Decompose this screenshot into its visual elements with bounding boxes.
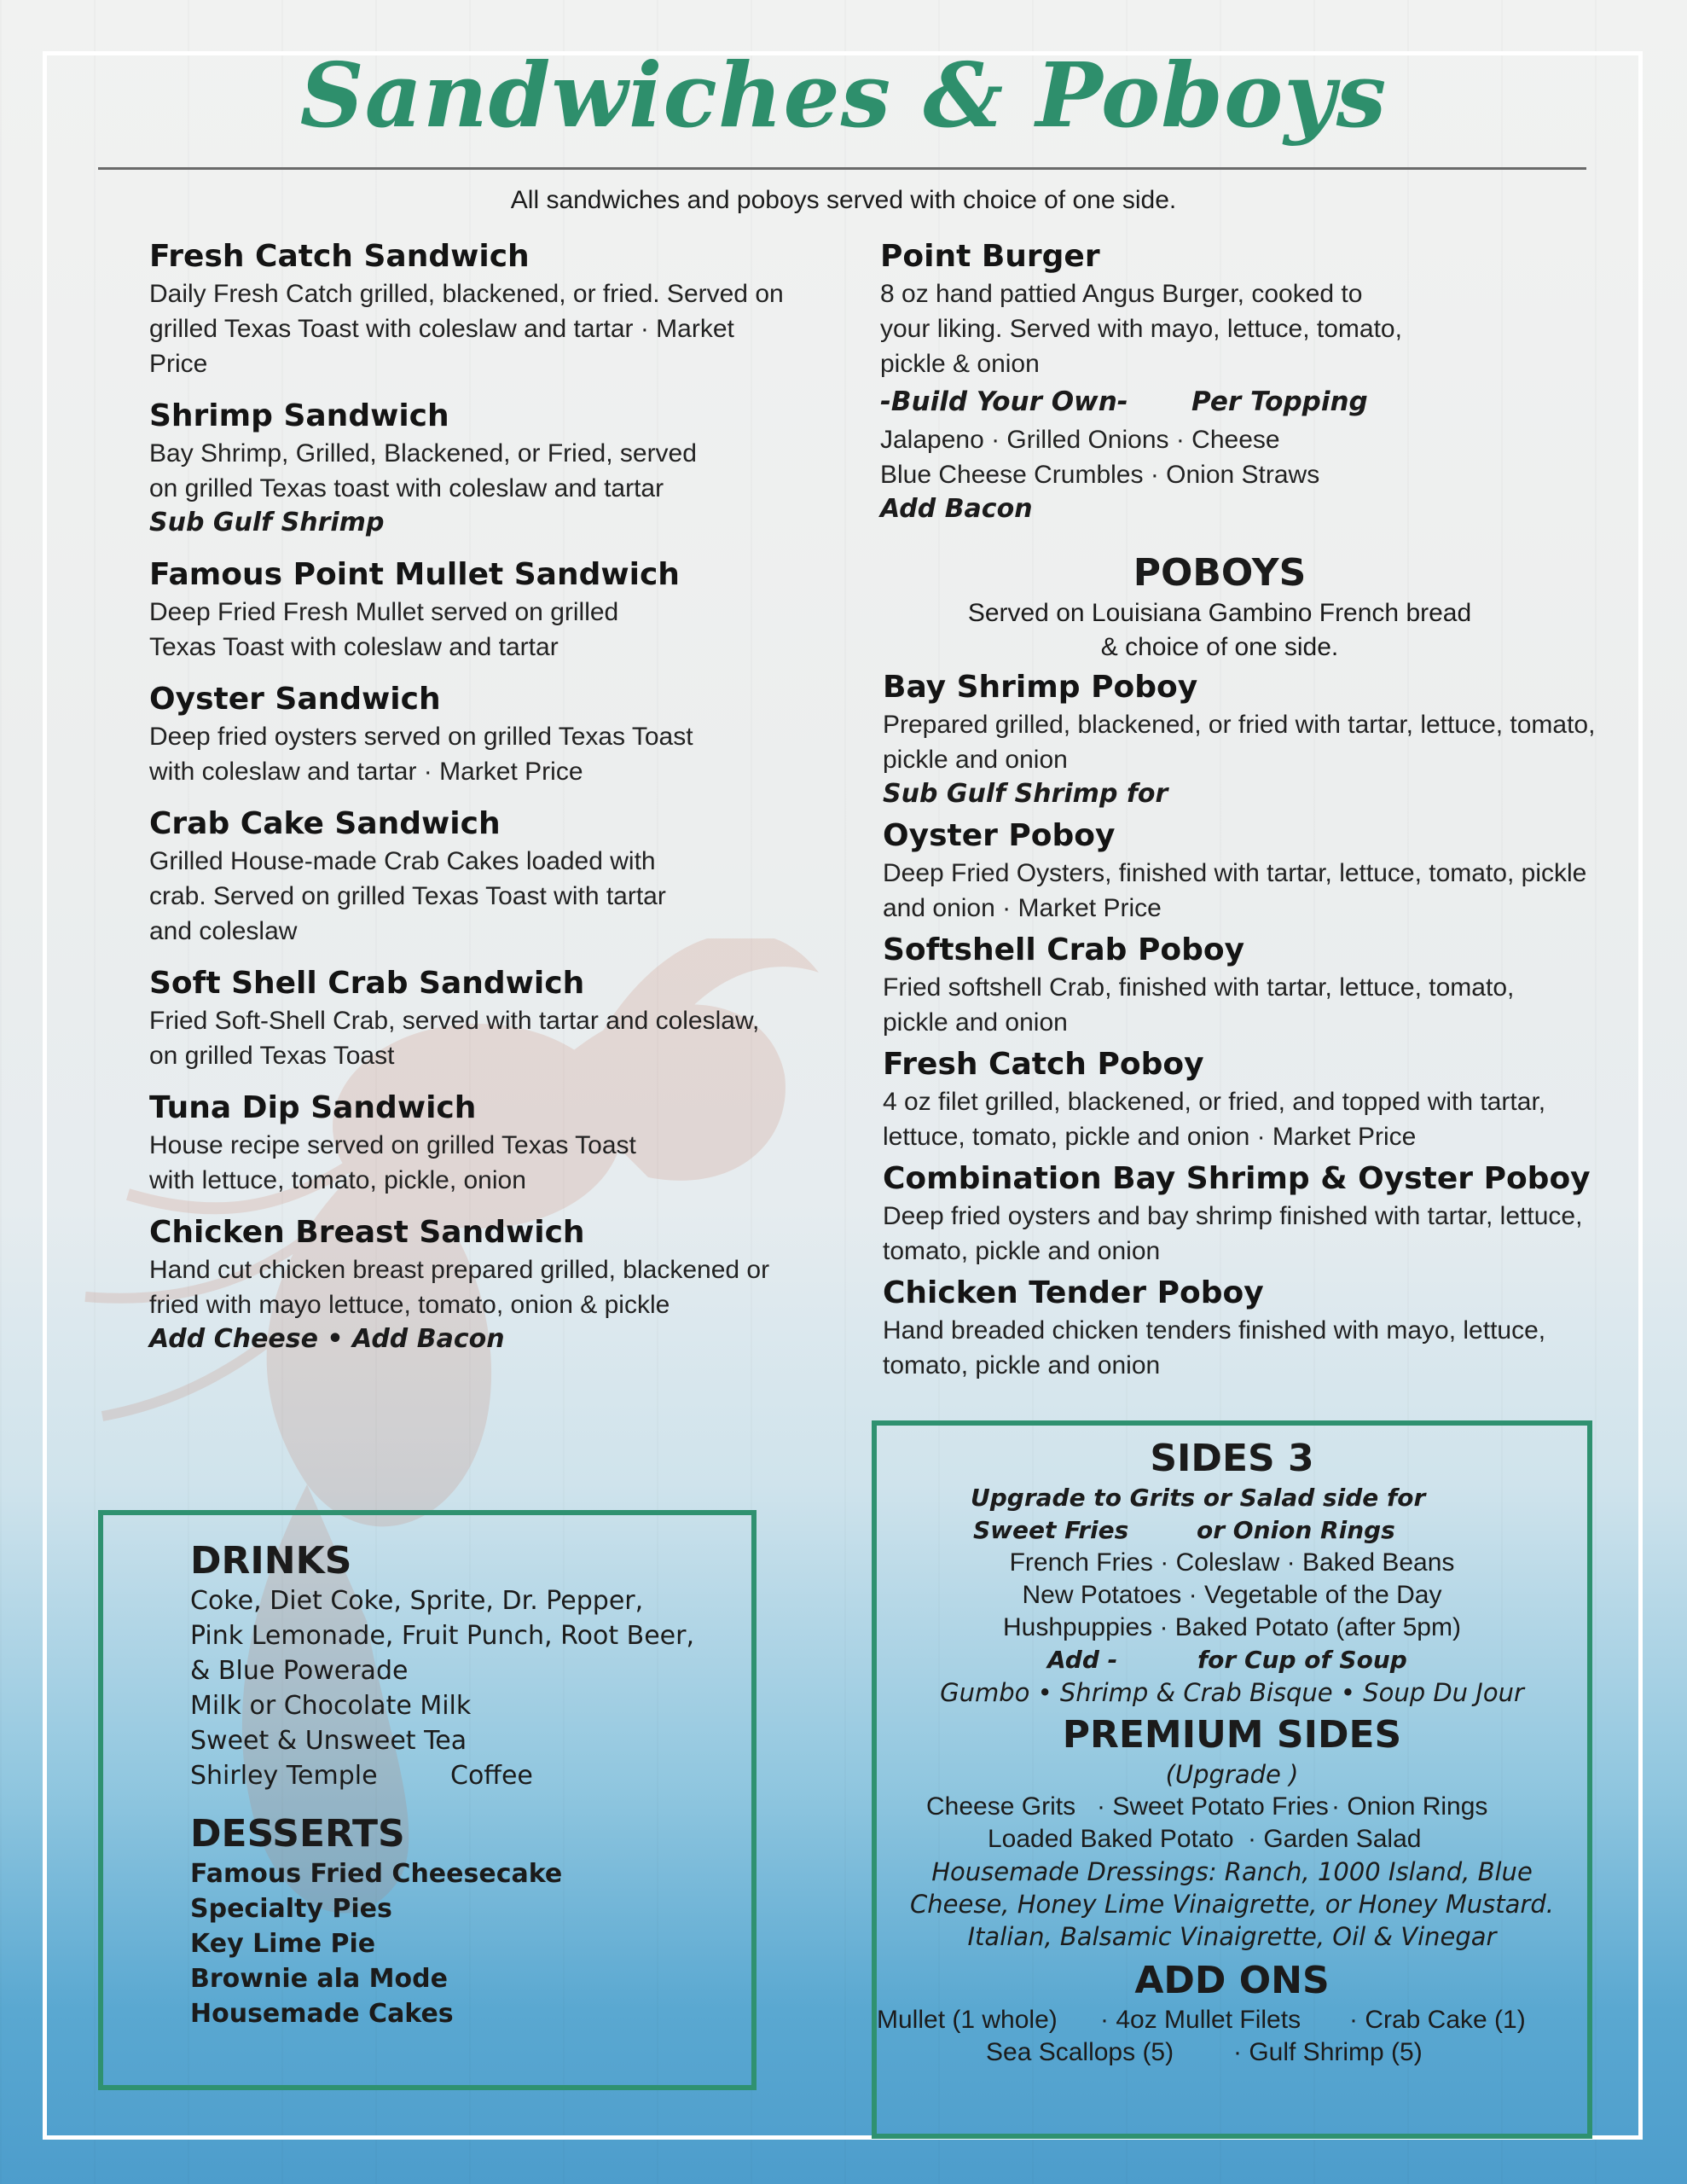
dressings-line: Housemade Dressings: Ranch, 1000 Island, Blue xyxy=(931,1857,1533,1886)
item-desc-line: Daily Fresh Catch grilled, blackened, or fried. Served on xyxy=(149,280,784,308)
sandwich-list xyxy=(149,237,797,1372)
add-on-item: · Crab Cake (1) xyxy=(1349,2006,1526,2034)
topping-line: Jalapeno · Grilled Onions · Cheese xyxy=(880,426,1280,454)
menu-item xyxy=(149,1213,797,1356)
item-desc-line: House recipe served on grilled Texas Toast xyxy=(149,1131,636,1159)
item-desc-line: fried with mayo lettuce, tomato, onion & pickle xyxy=(149,1291,670,1319)
add-bacon-note: Add Bacon xyxy=(880,494,1033,524)
item-desc-line: pickle & onion xyxy=(880,350,1040,378)
premium-item: Cheese Grits xyxy=(926,1792,1076,1821)
drink-line xyxy=(190,1758,751,1793)
title-divider xyxy=(98,167,1586,170)
premium-upgrade: (Upgrade ) xyxy=(1165,1760,1299,1789)
dessert-item: Housemade Cakes xyxy=(190,1999,454,2029)
item-desc-line: Grilled House-made Crab Cakes loaded with xyxy=(149,847,656,875)
sides-box xyxy=(872,1420,1592,2139)
item-desc-line: tomato, pickle and onion xyxy=(883,1351,1161,1380)
item-desc-line: Prepared grilled, blackened, or fried with tartar, lettuce, tomato, xyxy=(883,711,1596,739)
item-desc-line: 4 oz filet grilled, blackened, or fried, and topped with tartar, xyxy=(883,1088,1546,1116)
drink-line: Sweet & Unsweet Tea xyxy=(190,1726,467,1756)
page-title: Sandwiches & Poboys xyxy=(299,43,1388,148)
side-line: Hushpuppies · Baked Potato (after 5pm) xyxy=(1003,1613,1461,1641)
menu-item xyxy=(883,816,1599,926)
build-label: -Build Your Own- xyxy=(880,386,1128,417)
menu-item xyxy=(883,1159,1599,1269)
poboys-subtext: & choice of one side. xyxy=(1100,633,1339,661)
dessert-item: Key Lime Pie xyxy=(190,1929,376,1959)
item-desc-line: and coleslaw xyxy=(149,917,298,945)
item-desc-line: Deep fried oysters served on grilled Texas Toast xyxy=(149,723,693,751)
item-desc-line: and onion · Market Price xyxy=(883,894,1162,922)
drink-line: Pink Lemonade, Fruit Punch, Root Beer, xyxy=(190,1621,694,1651)
item-name: Softshell Crab Poboy xyxy=(883,932,1245,967)
drinks-heading: DRINKS xyxy=(190,1539,352,1583)
soup-line xyxy=(877,1644,1587,1676)
item-desc-line: Fried Soft-Shell Crab, served with tartar and coleslaw, xyxy=(149,1007,760,1035)
item-desc-line: crab. Served on grilled Texas Toast with tartar xyxy=(149,882,666,910)
build-your-own-line xyxy=(880,381,1597,422)
add-on-item: Mullet (1 whole) xyxy=(877,2006,1058,2034)
item-name: Oyster Poboy xyxy=(883,818,1116,853)
drinks-desserts-box xyxy=(98,1510,757,2090)
poboys-section xyxy=(883,550,1599,1388)
sides-upgrade-line xyxy=(877,1514,1587,1547)
menu-item xyxy=(149,397,797,540)
item-name: Fresh Catch Sandwich xyxy=(149,239,530,274)
drink-line: Milk or Chocolate Milk xyxy=(190,1691,472,1721)
menu-item xyxy=(883,1274,1599,1383)
upgrade-option: Sweet Fries xyxy=(973,1516,1129,1544)
premium-item: · Garden Salad xyxy=(1248,1825,1422,1853)
sides-upgrade-line: Upgrade to Grits or Salad side for xyxy=(971,1484,1426,1512)
drink-item: Coffee xyxy=(450,1761,533,1791)
item-desc-line: your liking. Served with mayo, lettuce, tomato, xyxy=(880,315,1402,343)
item-desc-line: Deep Fried Fresh Mullet served on grilled xyxy=(149,598,619,626)
item-name: Chicken Breast Sandwich xyxy=(149,1215,585,1250)
dessert-item: Famous Fried Cheesecake xyxy=(190,1859,563,1889)
item-desc-line: Deep Fried Oysters, finished with tartar, lettuce, tomato, pickle xyxy=(883,859,1587,887)
per-topping-label: Per Topping xyxy=(1191,386,1368,417)
item-desc-line: Fried softshell Crab, finished with tartar, lettuce, tomato, xyxy=(883,973,1515,1002)
premium-item: · Onion Rings xyxy=(1331,1792,1488,1821)
topping-line: Blue Cheese Crumbles · Onion Straws xyxy=(880,461,1320,489)
item-desc-line: Deep fried oysters and bay shrimp finished with tartar, lettuce, xyxy=(883,1202,1583,1230)
drink-line: & Blue Powerade xyxy=(190,1656,409,1686)
soup-cup: for Cup of Soup xyxy=(1197,1646,1407,1674)
menu-item xyxy=(883,668,1599,811)
item-note: Sub Gulf Shrimp xyxy=(149,508,385,537)
premium-item: · Sweet Potato Fries xyxy=(1097,1792,1329,1821)
item-desc-line: lettuce, tomato, pickle and onion · Market Price xyxy=(883,1123,1417,1151)
burger-section xyxy=(880,237,1597,526)
item-desc-line: pickle and onion xyxy=(883,1008,1068,1037)
premium-line xyxy=(877,1823,1587,1856)
item-desc-line: on grilled Texas Toast xyxy=(149,1042,395,1070)
item-desc-line: with lettuce, tomato, pickle, onion xyxy=(149,1166,526,1194)
add-on-line xyxy=(877,2036,1587,2069)
premium-line xyxy=(877,1791,1587,1823)
item-desc-line: Hand cut chicken breast prepared grilled, blackened or xyxy=(149,1256,770,1284)
add-on-item: · 4oz Mullet Filets xyxy=(1100,2006,1301,2034)
item-name: Combination Bay Shrimp & Oyster Poboy xyxy=(883,1161,1591,1196)
desserts-heading: DESSERTS xyxy=(190,1812,405,1856)
menu-item xyxy=(883,1045,1599,1154)
dressings-line: Cheese, Honey Lime Vinaigrette, or Honey Mustard. xyxy=(910,1890,1554,1919)
item-desc-line: Hand breaded chicken tenders finished with mayo, lettuce, xyxy=(883,1316,1546,1345)
menu-item xyxy=(149,804,797,949)
sides-heading: SIDES 3 xyxy=(1150,1437,1314,1480)
menu-item xyxy=(149,680,797,789)
item-name: Bay Shrimp Poboy xyxy=(883,670,1198,705)
item-name: Shrimp Sandwich xyxy=(149,398,449,433)
item-name: Tuna Dip Sandwich xyxy=(149,1090,477,1125)
item-desc-line: grilled Texas Toast with coleslaw and tartar · Market Price xyxy=(149,315,734,378)
side-line: New Potatoes · Vegetable of the Day xyxy=(1022,1581,1442,1609)
page-subtitle: All sandwiches and poboys served with choice of one side. xyxy=(510,186,1177,214)
item-name: Point Burger xyxy=(880,239,1100,274)
menu-item xyxy=(149,555,797,665)
add-ons-heading: ADD ONS xyxy=(1134,1959,1330,2002)
item-desc-line: Texas Toast with coleslaw and tartar xyxy=(149,633,559,661)
soup-add: Add - xyxy=(1047,1646,1118,1674)
item-note: Add Cheese • Add Bacon xyxy=(149,1324,505,1354)
premium-item: Loaded Baked Potato xyxy=(988,1825,1234,1853)
premium-sides-heading: PREMIUM SIDES xyxy=(1062,1713,1402,1757)
dessert-item: Brownie ala Mode xyxy=(190,1964,448,1994)
dessert-item: Specialty Pies xyxy=(190,1894,392,1924)
item-desc-line: tomato, pickle and onion xyxy=(883,1237,1161,1265)
item-name: Chicken Tender Poboy xyxy=(883,1275,1264,1310)
item-note: Sub Gulf Shrimp for xyxy=(883,779,1168,809)
drink-item: Shirley Temple xyxy=(190,1761,378,1791)
item-name: Oyster Sandwich xyxy=(149,682,441,717)
menu-item xyxy=(883,931,1599,1040)
add-on-item: · Gulf Shrimp (5) xyxy=(1233,2038,1423,2066)
item-desc-line: Bay Shrimp, Grilled, Blackened, or Fried, served xyxy=(149,439,697,468)
item-name: Fresh Catch Poboy xyxy=(883,1047,1204,1082)
item-name: Soft Shell Crab Sandwich xyxy=(149,966,585,1001)
drink-line: Coke, Diet Coke, Sprite, Dr. Pepper, xyxy=(190,1586,644,1616)
poboys-heading: POBOYS xyxy=(1133,551,1307,595)
item-desc-line: on grilled Texas toast with coleslaw and tartar xyxy=(149,474,664,502)
item-desc-line: 8 oz hand pattied Angus Burger, cooked to xyxy=(880,280,1363,308)
item-desc-line: with coleslaw and tartar · Market Price xyxy=(149,758,583,786)
soup-options: Gumbo • Shrimp & Crab Bisque • Soup Du Jour xyxy=(940,1678,1524,1707)
menu-item xyxy=(149,964,797,1073)
item-name: Famous Point Mullet Sandwich xyxy=(149,557,680,592)
upgrade-option: or Onion Rings xyxy=(1197,1516,1395,1544)
item-name: Crab Cake Sandwich xyxy=(149,806,501,841)
menu-item xyxy=(149,1089,797,1198)
item-desc-line: pickle and onion xyxy=(883,746,1068,774)
side-line: French Fries · Coleslaw · Baked Beans xyxy=(1009,1548,1455,1577)
menu-item xyxy=(149,237,797,381)
add-on-item: Sea Scallops (5) xyxy=(986,2038,1174,2066)
dressings-line: Italian, Balsamic Vinaigrette, Oil & Vinegar xyxy=(967,1922,1497,1951)
poboys-subtext: Served on Louisiana Gambino French bread xyxy=(967,599,1472,627)
add-on-line xyxy=(877,2004,1587,2036)
